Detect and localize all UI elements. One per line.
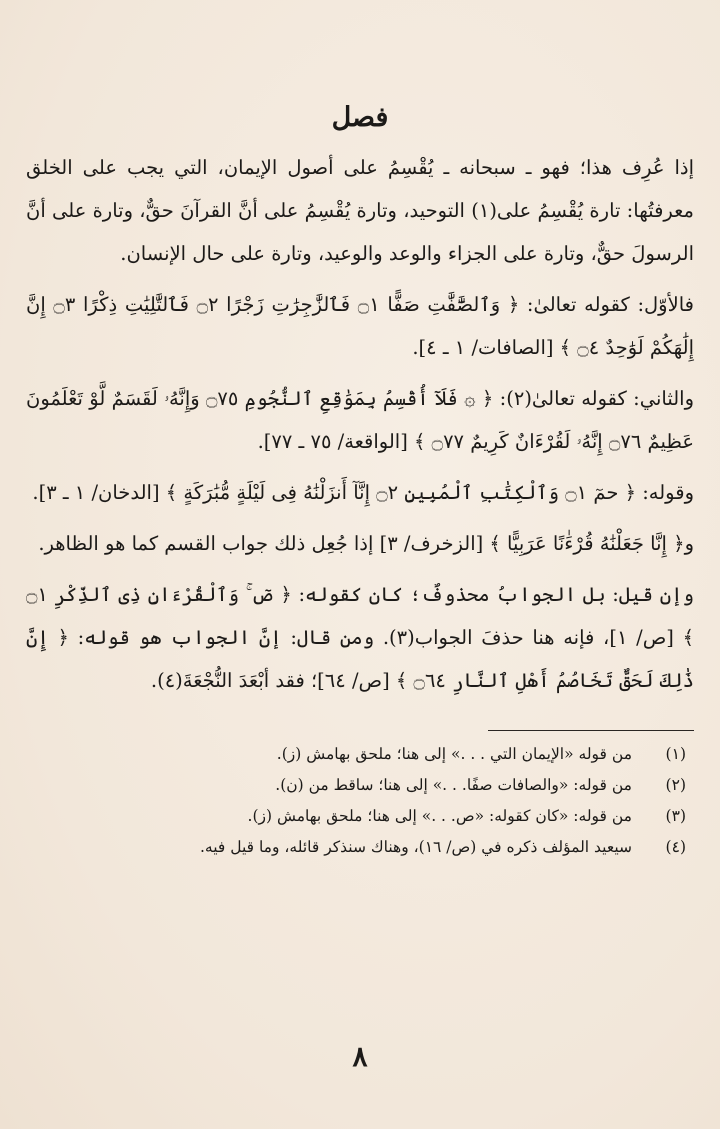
paragraph-second: والثاني: كقوله تعالىٰ(٢): ﴿ ۞ فَلَآ أُقْسِمُ بِمَوَٰقِعِ ٱلنُّجُومِ ۝٧٥ وَإِنَّهُۥ لَقَسَمٌ لَّوْ تَعْلَمُونَ عَظِيمٌ ۝٧٦ إِنَّهُۥ لَقُرْءَانٌ كَرِيمٌ ۝٧٧ ﴾ [الواقعة/ ٧٥ ـ ٧٧]. bbox=[26, 387, 694, 453]
paragraph-dukhan: وقوله: ﴿ حمٓ ۝١ وَٱلْكِتَٰبِ ٱلْمُبِينِ ۝٢ إِنَّآ أَنزَلْنَٰهُ فِى لَيْلَةٍ مُّبَٰرَكَةٍ ﴾ [الدخان/ ١ ـ ٣]. bbox=[32, 481, 694, 504]
footnote-number: (٤) bbox=[665, 838, 686, 856]
footnote-text: من قوله: «والصافات صفًا. . .» إلى هنا؛ ساقط من (ن). bbox=[275, 776, 632, 794]
footnote-item bbox=[26, 801, 694, 832]
paragraph-intro: إذا عُرِف هذا؛ فهو ـ سبحانه ـ يُقْسِمُ على أصول الإيمان، التي يجب على الخلق معرفتُها: تارة يُقْسِمُ على(١) التوحيد، وتارة يُقْسِمُ على أنَّ القرآنَ حقٌّ، وتارة على أنَّ الرسولَ حقٌّ، وتارة على الجزاء والوعد والوعيد، وتارة على حال الإنسان. bbox=[26, 156, 694, 265]
paragraph-jawab: وإن قيل: بل الجوابُ محذوفٌ؛ كان كقوله: ﴿ صٓ ۚ وَٱلْقُرْءَانِ ذِى ٱلذِّكْرِ ۝١ ﴾ [ص/ ١]، فإنه هنا حذفَ الجواب(٣). ومن قال: إنَّ الجواب هو قوله: ﴿ إِنَّ ذَٰلِكَ لَحَقٌّ تَخَاصُمُ أَهْلِ ٱلنَّارِ ۝٦٤ ﴾ [ص/ ٦٤]؛ فقد أبْعَدَ النُّجْعَةَ(٤). bbox=[26, 583, 694, 692]
paragraph-first: فالأوّل: كقوله تعالىٰ: ﴿ وَٱلصَّٰٓفَّٰتِ صَفًّا ۝١ فَٱلزَّٰجِرَٰتِ زَجْرًا ۝٢ فَٱلتَّٰلِيَٰتِ ذِكْرًا ۝٣ إِنَّ إِلَٰهَكُمْ لَوَٰحِدٌ ۝٤ ﴾ [الصافات/ ١ ـ ٤]. bbox=[26, 293, 694, 359]
footnote-text: من قوله: «كان كقوله: «ص. . .» إلى هنا؛ ملحق بهامش (ز). bbox=[247, 807, 632, 825]
footnote-text: سيعيد المؤلف ذكره في (ص/ ١٦)، وهناك سنذكر قائله، وما قيل فيه. bbox=[199, 838, 632, 856]
section-heading: فصل bbox=[331, 102, 389, 133]
footnote-text: من قوله «الإيمان التي . . .» إلى هنا؛ ملحق بهامش (ز). bbox=[276, 745, 632, 763]
page-number: ٨ bbox=[352, 1040, 368, 1073]
footnote-number: (٣) bbox=[665, 807, 686, 825]
footnote-number: (٢) bbox=[665, 776, 686, 794]
footnotes bbox=[26, 739, 694, 863]
footnote-item bbox=[26, 832, 694, 863]
paragraph-zukhruf: و﴿ إِنَّا جَعَلْنَٰهُ قُرْءَٰنًا عَرَبِيًّا ﴾ [الزخرف/ ٣] إذا جُعِل ذلك جواب القسم كما هو الظاهر. bbox=[38, 532, 694, 555]
footnote-divider bbox=[488, 730, 694, 731]
footnote-item bbox=[26, 770, 694, 801]
footnote-number: (١) bbox=[665, 745, 686, 763]
footnote-item bbox=[26, 739, 694, 770]
